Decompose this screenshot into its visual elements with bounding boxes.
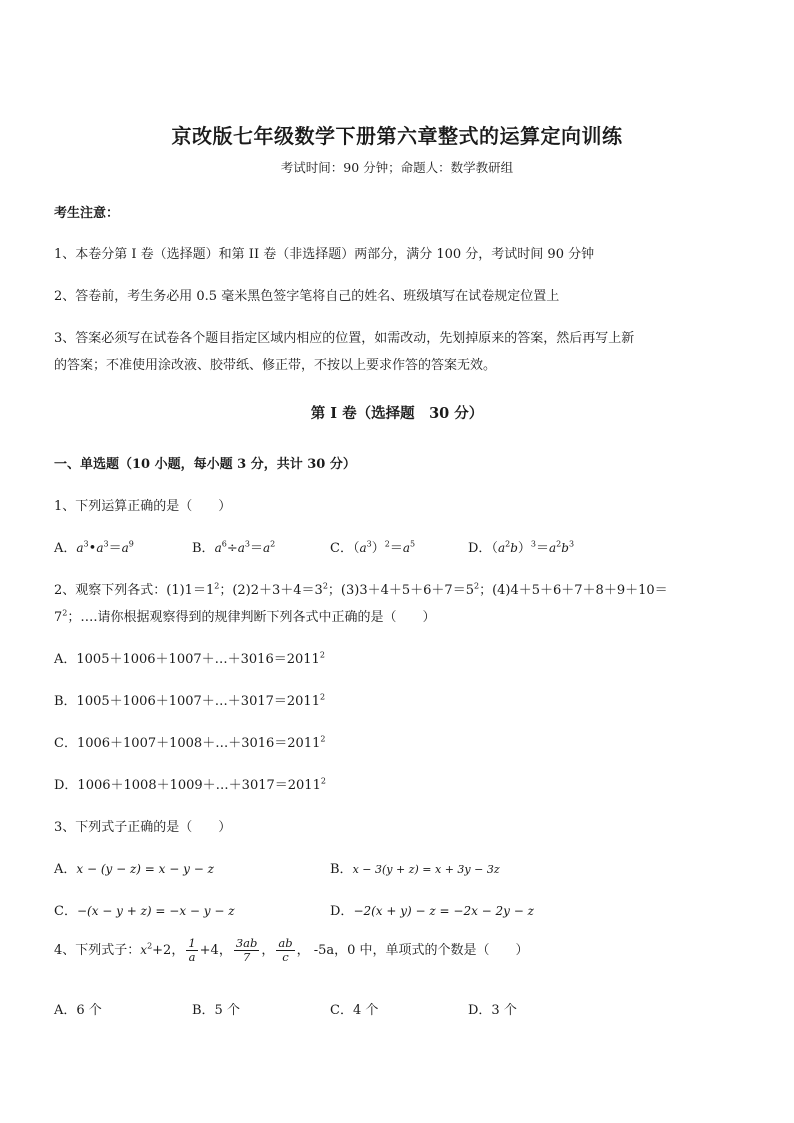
option-text: A．1005＋1006＋1007＋…＋3016＝2011	[54, 652, 320, 667]
stem-text: +2，	[152, 943, 185, 958]
stem-text: ；(2)2＋3＋4＝3	[219, 583, 323, 598]
operator: ＝	[389, 541, 403, 556]
option-label: B．	[330, 862, 353, 877]
question-2-stem	[54, 579, 668, 598]
exponent: 2	[62, 608, 68, 618]
exponent: 2	[473, 581, 480, 591]
notice-item-1: 1、本卷分第 I 卷（选择题）和第 II 卷（非选择题）两部分，满分 100 分，考试时间 90 分钟	[54, 247, 595, 262]
numerator: 1	[188, 936, 196, 950]
math-term: a	[359, 541, 367, 555]
question-1-stem: 1、下列运算正确的是（ ）	[54, 499, 232, 514]
option-label: A．	[54, 541, 77, 556]
page-title: 京改版七年级数学下册第六章整式的运算定向训练	[171, 124, 623, 148]
stem-text: ；(3)3＋4＋5＋6＋7＝5	[327, 583, 474, 598]
math-term: a	[497, 541, 506, 555]
math-term: a	[237, 541, 245, 555]
exponent: 2	[320, 776, 326, 786]
exponent: 3	[103, 539, 109, 549]
stem-text: ；….请你根据观察得到的规律判断下列各式中正确的是（ ）	[67, 610, 436, 625]
stem-text: +4，	[199, 943, 232, 958]
question-3-option-c[interactable]	[54, 900, 235, 919]
math-term: a	[76, 541, 84, 555]
exponent: 2	[505, 539, 511, 549]
operator: ＝	[108, 541, 122, 556]
exponent: 2	[556, 539, 562, 549]
math-term: x	[140, 943, 148, 957]
math-term: a	[549, 541, 557, 555]
paren: ）	[517, 541, 531, 556]
stem-text: ， -5a，0 中，单项式的个数是（ ）	[296, 943, 529, 958]
question-2-option-d[interactable]	[54, 774, 326, 793]
math-term: b	[510, 541, 518, 555]
numerator: 3ab	[235, 936, 258, 950]
option-label: D．（	[468, 541, 498, 556]
exponent: 5	[409, 539, 416, 549]
denominator: a	[188, 950, 196, 964]
exponent: 3	[83, 539, 89, 549]
operator: ＝	[535, 541, 549, 556]
option-label: D．	[330, 904, 354, 919]
question-4-option-b[interactable]: B．5 个	[192, 1003, 240, 1018]
option-label: A．	[54, 862, 77, 877]
option-label: B．	[192, 541, 215, 556]
math-expression: x − 3(y + z) = x + 3y − 3z	[352, 863, 500, 876]
question-4-option-c[interactable]: C．4 个	[330, 1003, 379, 1018]
question-4-option-d[interactable]: D．3 个	[468, 1003, 517, 1018]
exponent: 3	[530, 539, 536, 549]
stem-text: 4、下列式子：	[54, 943, 141, 958]
math-term: a	[402, 541, 410, 555]
option-text: B．1005＋1006＋1007＋…＋3017＝2011	[54, 694, 320, 709]
fraction-ab-over-c	[276, 937, 294, 964]
question-2-option-a[interactable]	[54, 648, 325, 667]
exponent: 2	[319, 650, 325, 660]
operator: •	[88, 541, 97, 556]
question-1-option-c[interactable]	[330, 537, 415, 556]
fraction-1-over-a	[186, 937, 197, 964]
fraction-3ab-over-7	[234, 937, 260, 964]
exponent: 2	[320, 734, 326, 744]
option-text: C．1006＋1007＋1008＋…＋3016＝2011	[54, 736, 321, 751]
operator: ＝	[249, 541, 263, 556]
notice-item-3: 3、答案必须写在试卷各个题目指定区域内相应的位置，如需改动，先划掉原来的答案，然后再写上新	[54, 331, 635, 346]
math-expression: −(x − y + z) = −x − y − z	[76, 904, 235, 918]
exponent: 2	[322, 581, 328, 591]
exponent: 2	[384, 539, 390, 549]
exponent: 3	[568, 539, 575, 549]
exponent: 9	[128, 539, 134, 549]
option-text: D．1006＋1008＋1009＋…＋3017＝2011	[54, 778, 321, 793]
question-4-stem	[54, 937, 529, 964]
exponent: 3	[244, 539, 250, 549]
math-term: a	[214, 541, 222, 555]
math-expression: −2(x + y) − z = −2x − 2y − z	[353, 904, 534, 918]
denominator: 7	[242, 950, 251, 964]
stem-text: 7	[54, 610, 63, 625]
question-2-stem-cont	[54, 606, 436, 625]
exponent: 3	[366, 539, 372, 549]
part-title: 一、单选题（10 小题，每小题 3 分，共计 30 分）	[54, 457, 356, 472]
section-title: 第 I 卷（选择题 30 分）	[310, 405, 484, 422]
notice-item-2: 2、答卷前，考生务必用 0.5 毫米黑色签字笔将自己的姓名、班级填写在试卷规定位置上	[54, 289, 560, 304]
notice-heading: 考生注意：	[54, 206, 120, 221]
question-1-option-d[interactable]	[468, 537, 574, 556]
question-3-option-b[interactable]	[330, 858, 500, 877]
exam-subtitle: 考试时间：90 分钟；命题人：数学教研组	[280, 160, 514, 175]
stem-text: ，	[261, 943, 275, 958]
numerator: ab	[278, 936, 293, 950]
notice-item-3-cont: 的答案；不准使用涂改液、胶带纸、修正带，不按以上要求作答的答案无效。	[54, 358, 497, 373]
exponent: 6	[221, 539, 227, 549]
stem-text: 2、观察下列各式：(1)1＝1	[54, 583, 215, 598]
math-term: a	[262, 541, 271, 555]
operator: ÷	[226, 541, 238, 556]
math-expression: x − (y − z) = x − y − z	[76, 862, 214, 876]
option-label: C．	[54, 904, 77, 919]
question-3-stem: 3、下列式子正确的是（ ）	[54, 820, 232, 835]
paren: ）	[371, 541, 385, 556]
math-term: b	[561, 541, 569, 555]
math-term: a	[121, 541, 129, 555]
option-label: C．（	[330, 541, 360, 556]
stem-text: ；(4)4＋5＋6＋7＋8＋9＋10＝	[479, 583, 668, 598]
denominator: c	[282, 950, 289, 964]
exponent: 2	[147, 941, 153, 951]
question-1-option-b[interactable]	[192, 537, 275, 556]
question-1-option-a[interactable]	[54, 537, 134, 556]
exponent: 2	[270, 539, 276, 549]
question-4-option-a[interactable]: A．6 个	[54, 1003, 102, 1018]
question-3-option-d[interactable]	[330, 900, 534, 919]
exponent: 2	[319, 692, 326, 702]
question-2-option-c[interactable]	[54, 732, 325, 751]
math-term: a	[96, 541, 104, 555]
question-3-option-a[interactable]	[54, 858, 214, 877]
exponent: 2	[214, 581, 220, 591]
question-2-option-b[interactable]	[54, 690, 325, 709]
